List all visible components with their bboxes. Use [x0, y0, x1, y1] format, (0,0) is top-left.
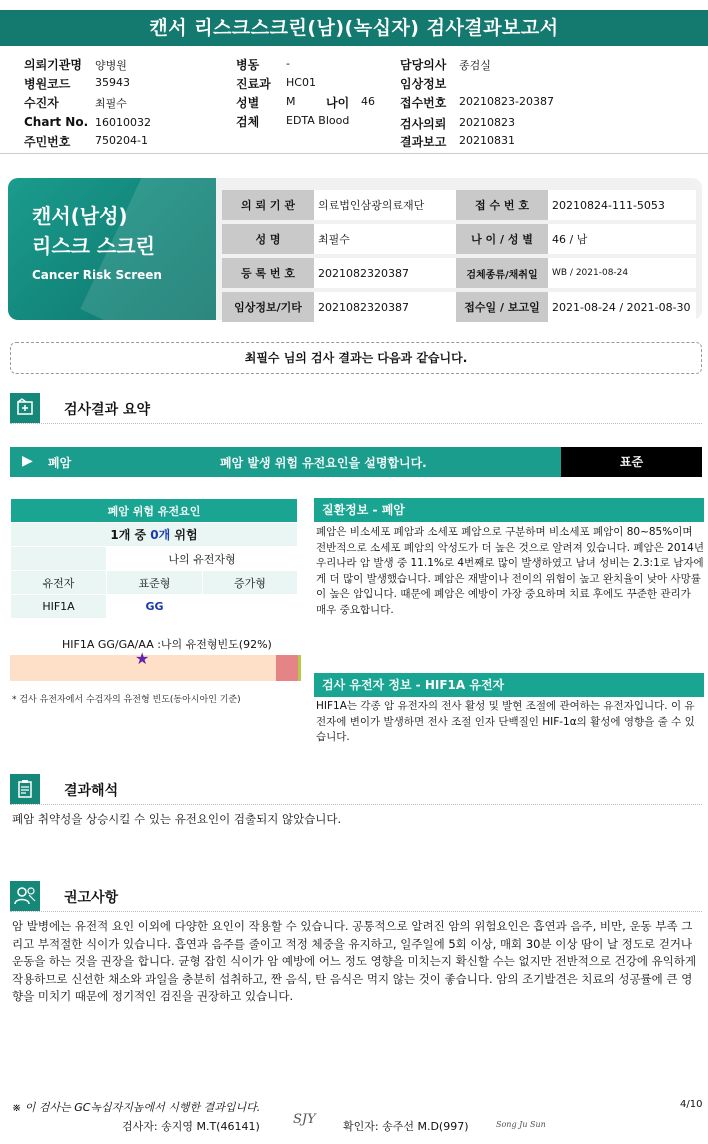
info-row — [222, 224, 696, 254]
report-title: 캔서 리스크스크린(남)(녹십자) 검사결과보고서 — [0, 10, 708, 46]
ward-value: - — [286, 57, 290, 70]
gene-name: HIF1A — [11, 595, 107, 619]
info-key: 의 뢰 기 관 — [222, 190, 314, 220]
info-key: 나 이 / 성 별 — [456, 224, 548, 254]
my-genotype-star-icon: ★ — [135, 649, 150, 668]
interpretation-text: 폐암 취약성을 상승시킬 수 있는 유전요인이 검출되지 않았습니다. — [12, 812, 342, 826]
chart-no-value: 16010032 — [95, 116, 151, 129]
receipt-no-value: 20210823-20387 — [459, 95, 554, 108]
increased-column-header: 증가형 — [203, 571, 298, 595]
risk-count-value: 0개 — [150, 528, 171, 542]
resident-no-label: 주민번호 — [24, 135, 71, 149]
footer-note: ※ 이 검사는 GC녹십자지놈에서 시행한 결과입니다. — [12, 1101, 261, 1114]
tester-info: 검사자: 송지영 M.T(46141) — [122, 1120, 260, 1133]
clinical-info-label: 임상정보 — [400, 77, 447, 91]
disease-info-header: 질환정보 - 폐암 — [314, 498, 704, 522]
product-banner — [8, 178, 216, 320]
info-key: 임상정보/기타 — [222, 292, 314, 322]
page-number: 4/10 — [680, 1099, 703, 1110]
age-value: 46 — [361, 95, 375, 108]
info-value: 2021082320387 — [314, 292, 456, 322]
blank-cell — [11, 547, 107, 571]
hospital-code-value: 35943 — [95, 76, 130, 89]
advice-section-header — [10, 881, 702, 913]
report-date-label: 결과보고 — [400, 135, 447, 149]
resident-no-value: 750204-1 — [95, 134, 148, 147]
advice-text: 암 발병에는 유전적 요인 이외에 다양한 요인이 작용할 수 있습니다. 공통적으로 알려진 암의 위험요인은 흡연과 음주, 비만, 운동 부족 그리고 부적절한 식이가 있습니다. 흡연과 음주를 줄이고 적정 체중을 유지하고, 일주일에 5회 이상, 매회 30분 이상 땀이 날 정도로 걷거나 운동을 하는 것을 권장을 합니다. 균형 잡힌 식이가 암 예방에 어느 정도 영향을 미치는지 확신할 수는 없지만 전반적으로 건강에 유익하게 작용하므로 신선한 채소와 과일을 충분히 섭취하고, 짠 음식, 탄 음식은 먹지 않는 것이 좋습니다. 암의 조기발견은 치료의 성공률에 큰 영향을 미치기 때문에 정기적인 검진을 권장하고 있습니다. — [12, 919, 697, 1003]
risk-count — [11, 523, 298, 547]
frequency-segment — [276, 655, 298, 681]
summary-title: 검사결과 요약 — [64, 402, 151, 418]
interpretation-section-header — [10, 774, 702, 806]
play-triangle-icon: ▶ — [22, 453, 33, 469]
banner-title-line1: 캔서(남성) — [32, 204, 128, 228]
summary-section-header — [10, 393, 702, 425]
info-key: 접 수 번 호 — [456, 190, 548, 220]
info-value: 2021082320387 — [314, 258, 456, 288]
info-value: 의료법인삼광의료재단 — [314, 190, 456, 220]
section-divider — [10, 423, 702, 424]
chart-no-label: Chart No. — [24, 115, 89, 129]
gene-info-text: HIF1A는 각종 암 유전자의 전사 활성 및 발현 조절에 관여하는 유전자입니다. 이 유전자에 변이가 발생하면 전사 조절 인자 단백질인 HIF-1α의 활성에 영향을 줄 수 있습니다. — [316, 700, 695, 743]
info-value: 최필수 — [314, 224, 456, 254]
banner-subtitle: Cancer Risk Screen — [32, 268, 162, 282]
medical-folder-icon — [10, 393, 40, 423]
genotype-frequency-bar — [10, 649, 300, 681]
greeting-message: 최필수 님의 검사 결과는 다음과 같습니다. — [10, 342, 702, 374]
banner-title-line2: 리스크 스크린 — [32, 234, 155, 258]
genotype-frequency-label: HIF1A GG/GA/AA :나의 유전형빈도(92%) — [62, 638, 272, 651]
disease-info-text: 폐암은 비소세포 폐암과 소세포 폐암으로 구분하며 비소세포 폐암이 80~85%이며 전반적으로 소세포 폐암의 악성도가 더 높은 것으로 알려져 있습니다. 폐암은 2014년 우리나라 암 발생 중 11.1%로 4번째로 많이 발생하였고 남녀 성비는 2.3:1로 남자에게 더 많이 발생했습니다. 폐암은 재발이나 전이의 위험이 높고 완치율이 낮아 사망률이 높은 암입니다. 때문에 폐암은 예방이 가장 중요하며 치료 후에도 꾸준한 관리가 매우 중요합니다. — [316, 526, 705, 616]
cancer-name: 폐암 — [48, 456, 72, 470]
gene-column-header: 유전자 — [11, 571, 107, 595]
department-label: 진료과 — [236, 77, 271, 91]
risk-count-prefix: 1개 중 — [110, 528, 147, 542]
tester-signature: SJY — [293, 1112, 316, 1127]
clipboard-icon — [10, 774, 40, 804]
info-key: 검체종류/채취일 — [456, 258, 548, 288]
confirmer-signature: Song Ju Sun — [496, 1120, 546, 1129]
info-value: 20210824-111-5053 — [548, 190, 696, 220]
report-date-value: 20210831 — [459, 134, 515, 147]
standard-column-header: 표준형 — [107, 571, 203, 595]
patient-header — [0, 54, 708, 154]
info-row — [222, 292, 696, 322]
info-key: 접수일 / 보고일 — [456, 292, 548, 322]
doctor-value: 종검실 — [459, 59, 491, 72]
info-row — [222, 190, 696, 220]
doctor-icon — [10, 881, 40, 911]
request-date-label: 검사의뢰 — [400, 117, 447, 131]
info-row — [222, 258, 696, 288]
interpretation-title: 결과해석 — [64, 783, 119, 799]
doctor-label: 담당의사 — [400, 58, 447, 72]
my-genotype-header: 나의 유전자형 — [107, 547, 298, 571]
department-value: HC01 — [286, 76, 316, 89]
request-date-value: 20210823 — [459, 116, 515, 129]
ward-label: 병동 — [236, 58, 260, 72]
info-value: WB / 2021-08-24 — [548, 258, 696, 288]
advice-title: 권고사항 — [64, 890, 119, 906]
gene-table-title: 폐암 위험 유전요인 — [11, 499, 298, 523]
cancer-result-bar — [10, 447, 702, 477]
patient-value: 최필수 — [95, 97, 127, 110]
frequency-segment-edge — [298, 655, 301, 681]
specimen-value: EDTA Blood — [286, 114, 350, 127]
section-divider — [10, 911, 702, 912]
patient-label: 수진자 — [24, 96, 59, 110]
standard-genotype: GG — [107, 595, 203, 619]
info-key: 등 록 번 호 — [222, 258, 314, 288]
info-value: 2021-08-24 / 2021-08-30 — [548, 292, 696, 322]
risk-level-badge: 표준 — [561, 447, 702, 477]
info-value: 46 / 남 — [548, 224, 696, 254]
age-label: 나이 — [326, 96, 350, 110]
info-key: 성 명 — [222, 224, 314, 254]
patient-info-table — [222, 186, 696, 326]
gene-risk-table — [10, 498, 298, 619]
receipt-no-label: 접수번호 — [400, 96, 447, 110]
cancer-description: 폐암 발생 위험 유전요인을 설명합니다. — [220, 456, 427, 470]
hospital-code-label: 병원코드 — [24, 77, 71, 91]
gene-info-header: 검사 유전자 정보 - HIF1A 유전자 — [314, 673, 704, 697]
hospital-value: 양병원 — [95, 59, 127, 72]
confirmer-info: 확인자: 송주선 M.D(997) — [343, 1120, 469, 1133]
sex-label: 성별 — [236, 96, 260, 110]
sex-value: M — [286, 95, 296, 108]
risk-count-suffix: 위험 — [174, 528, 198, 542]
hospital-label: 의뢰기관명 — [24, 58, 82, 72]
increased-genotype — [203, 595, 298, 619]
specimen-label: 검체 — [236, 115, 260, 129]
frequency-note: * 검사 유전자에서 수검자의 유전형 빈도(동아시아인 기준) — [12, 695, 241, 705]
section-divider — [10, 804, 702, 805]
